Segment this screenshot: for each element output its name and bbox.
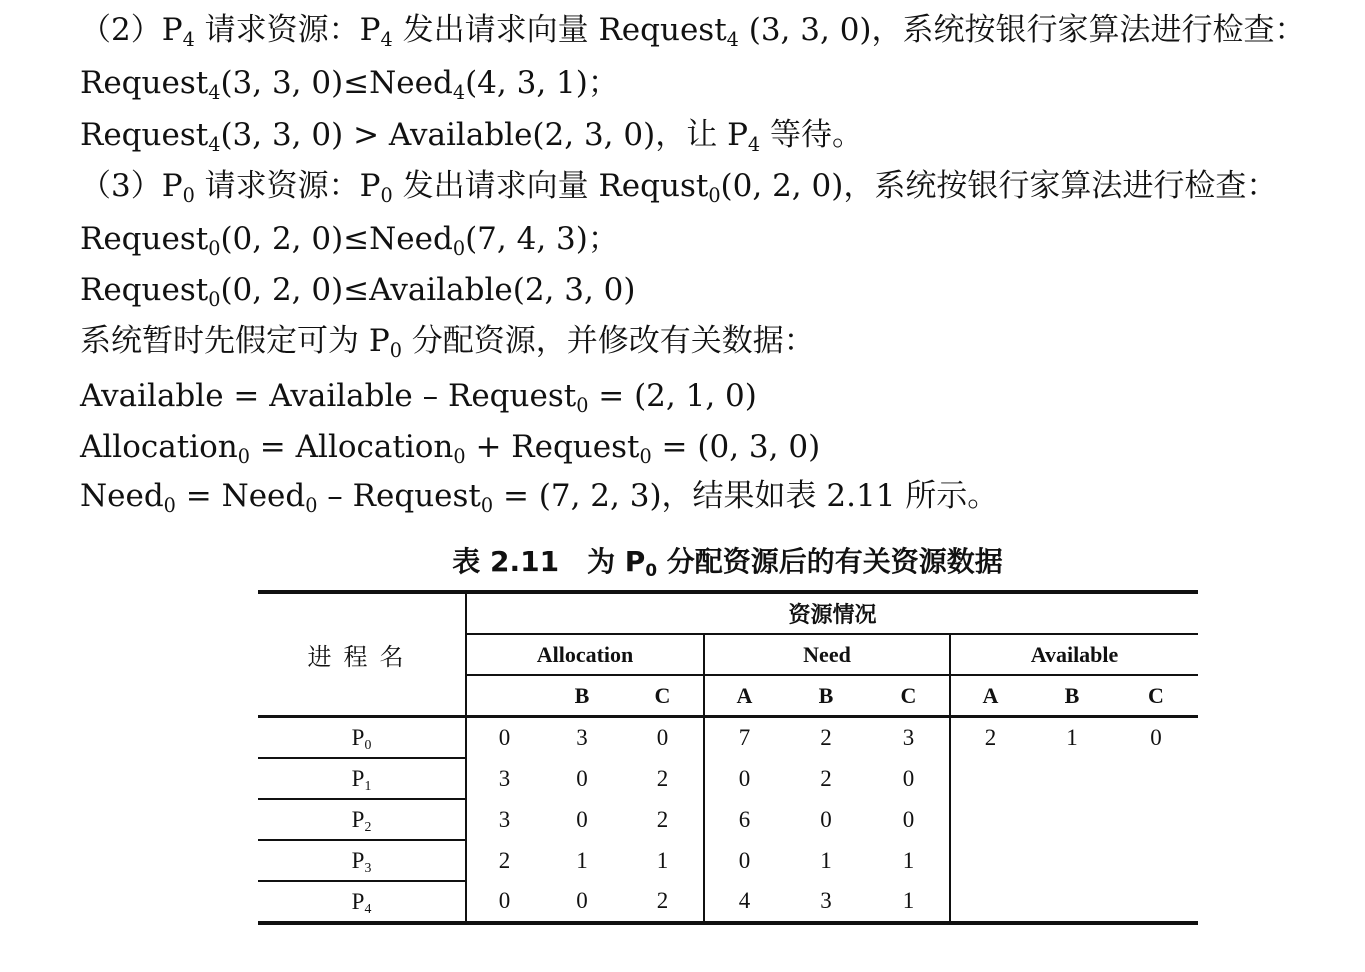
allocation-c-header: C — [622, 675, 704, 717]
need-cell: 2 — [820, 765, 832, 791]
need-cell: 2 — [820, 725, 832, 750]
text-segment: （2）P — [80, 12, 183, 48]
allocation-cell: 2 — [656, 765, 669, 791]
text-segment: 分配资源，并修改有关数据： — [401, 323, 815, 359]
text-line-available-update — [80, 376, 757, 416]
subscript: 0 — [453, 444, 466, 468]
subscript: 0 — [480, 493, 494, 517]
available-cell — [1114, 758, 1198, 799]
allocation-cell: 0 — [576, 765, 588, 791]
allocation-a-header — [466, 675, 542, 717]
available-cell — [1030, 799, 1114, 840]
text-segment: = Allocation — [249, 429, 454, 465]
available-cell — [1030, 840, 1114, 881]
subscript: 0 — [380, 183, 393, 207]
available-cell — [1114, 799, 1198, 840]
subscript: 4 — [182, 27, 195, 51]
need-cell: 3 — [902, 725, 915, 750]
need-cell: 0 — [902, 806, 915, 832]
text-segment: = (2, 1, 0) — [588, 378, 757, 414]
available-c-header: C — [1114, 675, 1198, 717]
text-line-tentative-allocation — [80, 321, 815, 361]
need-cell: 1 — [820, 847, 832, 873]
subscript: 1 — [364, 777, 372, 793]
text-segment: 发出请求向量 Request — [392, 12, 727, 48]
text-segment: (3, 3, 0)≤Need — [220, 65, 453, 101]
text-segment: (0, 2, 0)，系统按银行家算法进行检查： — [720, 168, 1278, 204]
available-a-header: A — [950, 675, 1030, 717]
allocation-cell: 2 — [656, 888, 669, 913]
subscript: 0 — [452, 236, 466, 260]
table-caption — [0, 540, 1365, 584]
allocation-cell: 0 — [656, 725, 669, 750]
process-letter: P — [351, 724, 365, 750]
subscript: 3 — [364, 859, 372, 875]
subscript: 0 — [208, 287, 221, 311]
subscript: 0 — [645, 560, 658, 581]
subscript: 4 — [726, 27, 739, 51]
table-number: 表 2.11 — [452, 545, 560, 578]
allocation-cell: 0 — [576, 806, 588, 832]
allocation-cell: 3 — [576, 725, 588, 750]
need-cell: 6 — [704, 799, 784, 840]
process-letter: P — [351, 847, 365, 873]
subscript: 2 — [364, 818, 372, 834]
text-segment: Request — [80, 65, 209, 101]
need-cell: 0 — [704, 758, 784, 799]
text-segment: Request — [80, 117, 209, 153]
text-line-need-update — [80, 476, 998, 516]
allocation-cell: 2 — [656, 806, 669, 832]
resource-status-header: 资源情况 — [466, 592, 1198, 634]
text-line-request4-vs-available — [80, 115, 863, 155]
subscript: 4 — [208, 132, 221, 156]
process-letter: P — [351, 806, 365, 832]
text-segment: Request — [80, 221, 209, 257]
allocation-cell: 0 — [466, 717, 542, 759]
need-c-header: C — [868, 675, 950, 717]
need-a-header: A — [704, 675, 784, 717]
subscript: 0 — [708, 183, 721, 207]
resource-table — [258, 590, 1198, 925]
subscript: 4 — [452, 80, 466, 104]
text-segment: 为 P — [587, 545, 646, 578]
process-letter: P — [351, 888, 365, 914]
process-letter: P — [351, 765, 365, 791]
need-cell: 1 — [902, 888, 915, 913]
available-cell — [1030, 881, 1114, 923]
table-row — [258, 840, 1198, 881]
text-segment: （3）P — [80, 168, 183, 204]
available-cell — [1114, 840, 1198, 881]
available-cell — [1030, 758, 1114, 799]
text-line-request4-vs-need4 — [80, 63, 619, 103]
subscript: 0 — [163, 493, 176, 517]
table-row — [258, 758, 1198, 799]
allocation-cell: 3 — [466, 799, 542, 840]
need-cell: 0 — [704, 840, 784, 881]
available-cell: 0 — [1150, 725, 1162, 750]
allocation-cell: 2 — [466, 840, 542, 881]
table-row — [258, 799, 1198, 840]
text-segment: (0, 2, 0)≤Need — [220, 221, 453, 257]
text-segment: 发出请求向量 Requst — [392, 168, 709, 204]
text-segment: = (7, 2, 3)，结果如表 2.11 所示。 — [493, 478, 999, 514]
subscript: 0 — [208, 236, 221, 260]
text-line-p0-request — [80, 166, 1277, 206]
available-cell: 2 — [950, 717, 1030, 759]
subscript: 0 — [305, 493, 318, 517]
allocation-cell: 1 — [576, 847, 588, 873]
process-name-cell — [258, 799, 466, 840]
available-b-header: B — [1030, 675, 1114, 717]
table-row — [258, 881, 1198, 923]
available-header: Available — [950, 634, 1198, 675]
text-segment: (4, 3, 1)； — [465, 65, 619, 101]
available-cell — [1114, 881, 1198, 923]
need-cell: 3 — [820, 888, 832, 913]
subscript: 0 — [389, 338, 402, 362]
text-segment: 系统暂时先假定可为 P — [80, 323, 390, 359]
subscript: 4 — [208, 80, 221, 104]
text-segment: 请求资源：P — [194, 12, 381, 48]
available-cell: 1 — [1066, 725, 1078, 750]
process-name-header: 进程名 — [258, 592, 466, 717]
text-segment: (0, 2, 0)≤Available(2, 3, 0) — [220, 272, 636, 308]
allocation-cell: 1 — [656, 847, 669, 873]
text-line-allocation-update — [80, 427, 820, 467]
allocation-cell: 0 — [466, 881, 542, 923]
need-cell: 0 — [902, 765, 915, 791]
subscript: 0 — [576, 393, 589, 417]
subscript: 4 — [364, 900, 372, 916]
process-name-cell — [258, 758, 466, 799]
text-segment: – Request — [317, 478, 481, 514]
process-name-cell — [258, 717, 466, 759]
subscript: 4 — [747, 132, 761, 156]
text-segment: + Request — [465, 429, 640, 465]
need-b-header: B — [784, 675, 868, 717]
text-segment: (3, 3, 0)，系统按银行家算法进行检查： — [738, 12, 1306, 48]
subscript: 0 — [237, 444, 250, 468]
available-cell — [950, 881, 1030, 923]
text-segment: Need — [80, 478, 164, 514]
subscript: 0 — [364, 736, 372, 752]
text-segment: 等待。 — [760, 117, 863, 153]
table-row — [258, 717, 1198, 759]
need-cell: 1 — [902, 847, 915, 873]
available-cell — [950, 758, 1030, 799]
text-segment: Available = Available – Request — [80, 378, 577, 414]
text-segment: (3, 3, 0) > Available(2, 3, 0)，让 P — [220, 117, 748, 153]
text-segment: 分配资源后的有关资源数据 — [657, 545, 1003, 578]
need-cell: 7 — [704, 717, 784, 759]
allocation-header: Allocation — [466, 634, 704, 675]
subscript: 0 — [639, 444, 652, 468]
subscript: 4 — [380, 27, 393, 51]
allocation-cell: 3 — [466, 758, 542, 799]
need-header: Need — [704, 634, 950, 675]
text-segment: = Need — [175, 478, 306, 514]
text-line-request0-vs-available — [80, 270, 636, 310]
text-segment: = (0, 3, 0) — [651, 429, 821, 465]
text-line-p4-request — [80, 10, 1306, 50]
process-name-cell — [258, 840, 466, 881]
need-cell: 0 — [820, 806, 832, 832]
process-name-cell — [258, 881, 466, 923]
text-line-request0-vs-need0 — [80, 219, 619, 259]
subscript: 0 — [182, 183, 195, 207]
allocation-b-header: B — [542, 675, 622, 717]
need-cell: 4 — [704, 881, 784, 923]
text-segment: Request — [80, 272, 209, 308]
text-segment: 请求资源：P — [194, 168, 381, 204]
allocation-cell: 0 — [576, 888, 588, 913]
text-segment: (7, 4, 3)； — [465, 221, 619, 257]
text-segment: Allocation — [80, 429, 238, 465]
available-cell — [950, 840, 1030, 881]
available-cell — [950, 799, 1030, 840]
